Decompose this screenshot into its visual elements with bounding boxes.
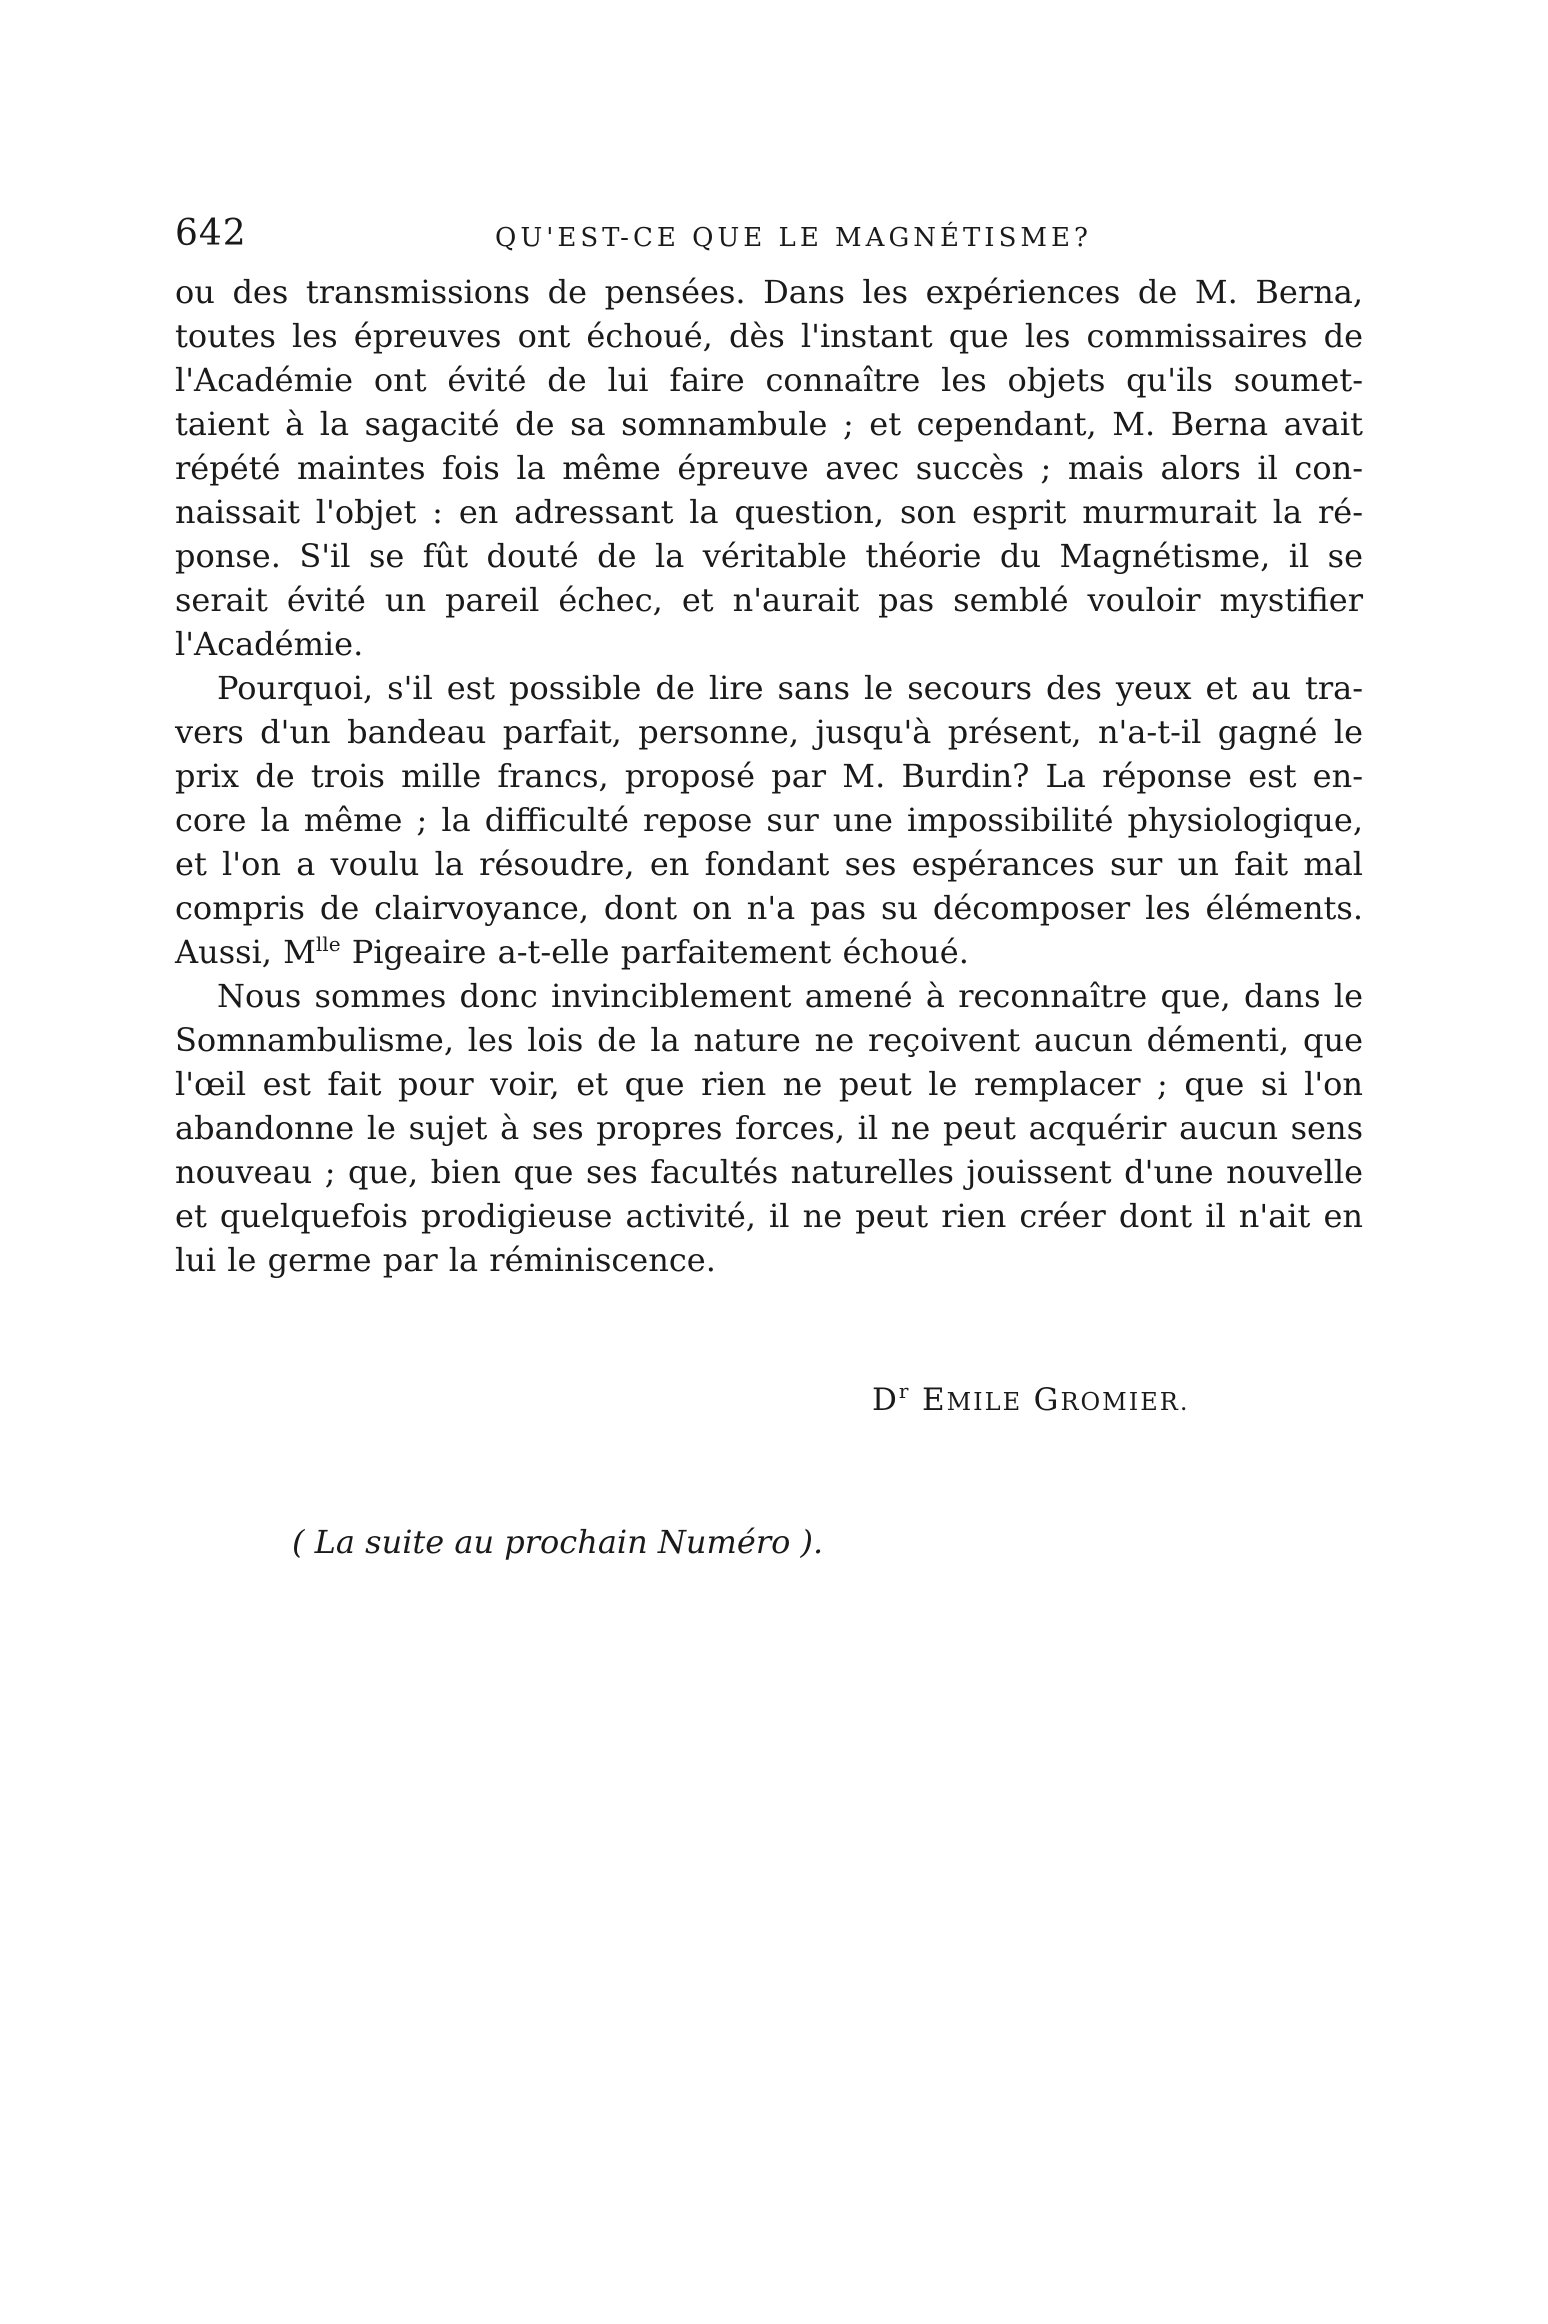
text-line bbox=[175, 933, 969, 971]
text-line: le Somnambulisme, les lois de la nature ne reçoivent aucun démenti, bbox=[175, 977, 1364, 1059]
paragraph-1 bbox=[175, 270, 1363, 666]
page-number: 642 bbox=[175, 213, 247, 254]
continuation-note: ( La suite au prochain Numéro ). bbox=[292, 1523, 824, 1561]
text-line: l'Académie. bbox=[175, 625, 364, 663]
text-line: l'on abandonne le sujet à ses propres forces, il ne peut acquérir aucun bbox=[175, 1065, 1364, 1147]
text-line: core la même ; la difficulté repose sur une impossibilité physiologique, bbox=[175, 801, 1363, 839]
text-line: sens nouveau ; que, bien que ses facultés naturelles jouissent d'une bbox=[175, 1109, 1364, 1191]
text-line: taient à la sagacité de sa somnambule ; et cependant, M. Berna avait bbox=[175, 405, 1363, 443]
text-line: Pourquoi, s'il est possible de lire sans le secours des yeux et au tra- bbox=[217, 669, 1363, 707]
signature-last-rest: ROMIER. bbox=[1060, 1388, 1190, 1416]
text-line: Nous sommes donc invinciblement amené à reconnaître que, dans bbox=[217, 977, 1321, 1015]
running-head bbox=[175, 208, 1092, 256]
signature-first-rest: MILE bbox=[946, 1388, 1023, 1416]
signature-first-initial: E bbox=[921, 1382, 947, 1418]
text-line: serait évité un pareil échec, et n'aurait pas semblé vouloir mystifier bbox=[175, 581, 1363, 619]
text-line: il n'ait en lui le germe par la réminiscence. bbox=[175, 1197, 1364, 1279]
signature-title-sup: r bbox=[898, 1379, 911, 1403]
text-line: compris de clairvoyance, dont on n'a pas su décomposer les éléments. bbox=[175, 889, 1363, 927]
signature-last-initial: G bbox=[1033, 1382, 1061, 1418]
author-signature bbox=[872, 1378, 1189, 1424]
signature-title: D bbox=[872, 1382, 899, 1418]
paragraph-2 bbox=[175, 666, 1363, 974]
superscript-abbrev: lle bbox=[315, 932, 341, 956]
text-line: ou des transmissions de pensées. Dans les expériences de M. Berna, bbox=[175, 273, 1363, 311]
text-line: nouvelle et quelquefois prodigieuse activité, il ne peut rien créer dont bbox=[175, 1153, 1363, 1235]
text-fragment: Aussi, M bbox=[175, 933, 316, 971]
text-line: ponse. S'il se fût douté de la véritable théorie du Magnétisme, il se bbox=[175, 537, 1363, 575]
text-line: prix de trois mille francs, proposé par M. Burdin? La réponse est en- bbox=[175, 757, 1363, 795]
text-line: que l'œil est fait pour voir, et que rien ne peut le remplacer ; que si bbox=[175, 1021, 1364, 1103]
text-line: naissait l'objet : en adressant la question, son esprit murmurait la ré- bbox=[175, 493, 1363, 531]
article-body bbox=[175, 270, 1363, 1282]
text-line: toutes les épreuves ont échoué, dès l'instant que les commissaires de bbox=[175, 317, 1363, 355]
text-line: et l'on a voulu la résoudre, en fondant ses espérances sur un fait mal bbox=[175, 845, 1363, 883]
text-line: l'Académie ont évité de lui faire connaître les objets qu'ils soumet- bbox=[175, 361, 1363, 399]
text-fragment: Pigeaire a-t-elle parfaitement échoué. bbox=[340, 933, 969, 971]
text-line: répété maintes fois la même épreuve avec succès ; mais alors il con- bbox=[175, 449, 1363, 487]
text-line: vers d'un bandeau parfait, personne, jusqu'à présent, n'a-t-il gagné le bbox=[175, 713, 1363, 751]
paragraph-3 bbox=[175, 974, 1363, 1282]
running-title: QU'EST-CE QUE LE MAGNÉTISME? bbox=[495, 223, 1092, 253]
